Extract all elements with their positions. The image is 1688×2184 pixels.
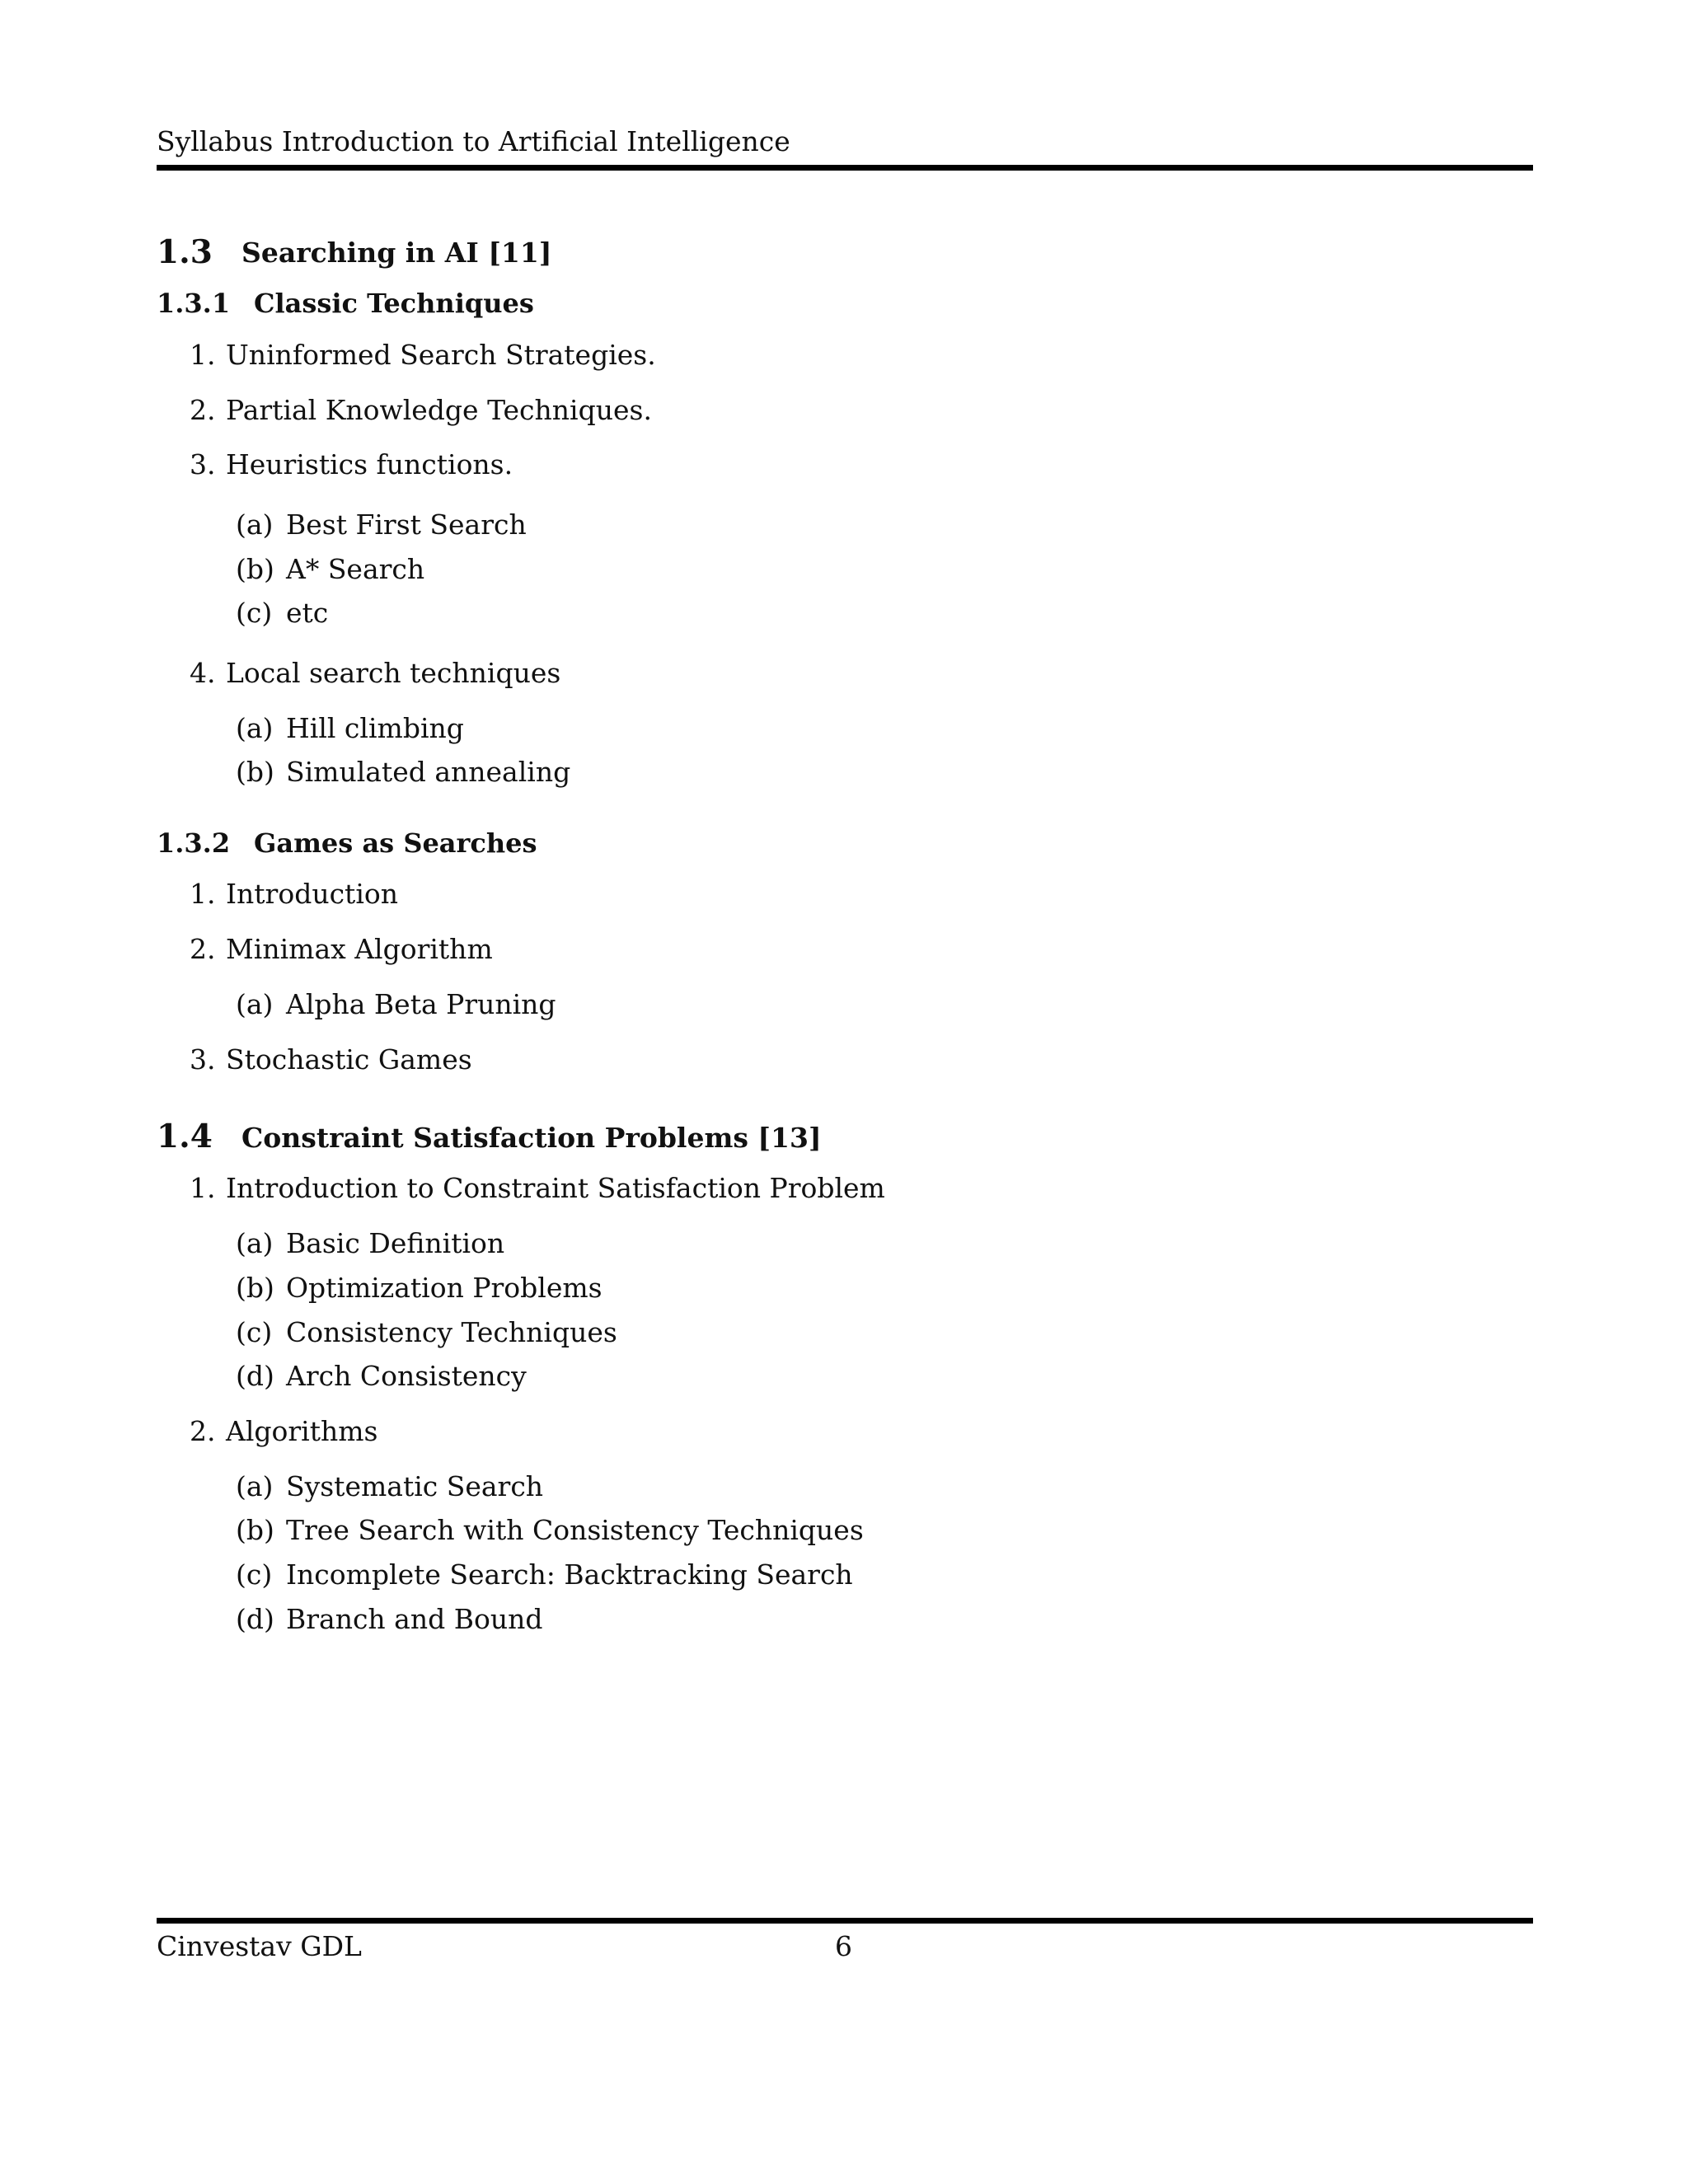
sublist-marker: (d) bbox=[236, 1603, 274, 1635]
sublist-marker: (c) bbox=[236, 597, 273, 629]
list-marker: 1. bbox=[190, 1172, 216, 1204]
sublist-marker: (a) bbox=[236, 1227, 274, 1259]
sublist-marker: (b) bbox=[236, 1514, 274, 1546]
sublist-item-text: Arch Consistency bbox=[286, 1360, 527, 1392]
list-item-text: Introduction bbox=[226, 878, 398, 910]
footer-rule bbox=[157, 1918, 1533, 1924]
list-marker: 2. bbox=[190, 394, 216, 426]
section-number: 1.4 bbox=[157, 1118, 213, 1155]
list-item-text: Stochastic Games bbox=[226, 1043, 472, 1076]
sublist-marker: (a) bbox=[236, 712, 274, 744]
section-title: Constraint Satisfaction Problems [13] bbox=[241, 1122, 822, 1154]
section-number: 1.3 bbox=[157, 233, 213, 271]
subsection-title: Classic Techniques bbox=[254, 288, 534, 319]
sublist-item-text: Alpha Beta Pruning bbox=[286, 988, 556, 1020]
sublist-item-text: Incomplete Search: Backtracking Search bbox=[286, 1558, 853, 1591]
list-item-text: Algorithms bbox=[226, 1415, 378, 1447]
list-item-text: Uninformed Search Strategies. bbox=[226, 339, 656, 371]
sublist-marker: (b) bbox=[236, 553, 274, 585]
sublist-item-text: Hill climbing bbox=[286, 712, 464, 744]
sublist-item-text: Consistency Techniques bbox=[286, 1316, 617, 1348]
list-item-text: Heuristics functions. bbox=[226, 448, 513, 480]
sublist-marker: (c) bbox=[236, 1316, 273, 1348]
sublist-marker: (a) bbox=[236, 988, 274, 1020]
sublist-marker: (b) bbox=[236, 1272, 274, 1304]
list-item-text: Minimax Algorithm bbox=[226, 933, 493, 965]
sublist-item-text: etc bbox=[286, 597, 329, 629]
list-marker: 4. bbox=[190, 657, 216, 689]
sublist-marker: (d) bbox=[236, 1360, 274, 1392]
subsection-number: 1.3.1 bbox=[157, 288, 231, 319]
sublist-marker: (b) bbox=[236, 756, 274, 788]
page-number: 6 bbox=[835, 1930, 852, 1962]
list-marker: 3. bbox=[190, 448, 216, 480]
list-marker: 2. bbox=[190, 1415, 216, 1447]
subsection-title: Games as Searches bbox=[254, 827, 537, 859]
section-title: Searching in AI [11] bbox=[241, 237, 552, 269]
sublist-item-text: Basic Definition bbox=[286, 1227, 505, 1259]
footer-institution: Cinvestav GDL bbox=[157, 1930, 362, 1962]
list-item-text: Partial Knowledge Techniques. bbox=[226, 394, 652, 426]
list-marker: 1. bbox=[190, 339, 216, 371]
sublist-marker: (a) bbox=[236, 509, 274, 541]
sublist-marker: (a) bbox=[236, 1470, 274, 1502]
sublist-item-text: Optimization Problems bbox=[286, 1272, 603, 1304]
header-rule bbox=[157, 165, 1533, 171]
list-marker: 1. bbox=[190, 878, 216, 910]
subsection-number: 1.3.2 bbox=[157, 827, 231, 859]
sublist-item-text: Branch and Bound bbox=[286, 1603, 543, 1635]
sublist-item-text: A* Search bbox=[286, 553, 425, 585]
sublist-item-text: Tree Search with Consistency Techniques bbox=[286, 1514, 864, 1546]
sublist-marker: (c) bbox=[236, 1558, 273, 1591]
sublist-item-text: Best First Search bbox=[286, 509, 527, 541]
sublist-item-text: Systematic Search bbox=[286, 1470, 544, 1502]
list-item-text: Local search techniques bbox=[226, 657, 561, 689]
list-marker: 3. bbox=[190, 1043, 216, 1076]
list-item-text: Introduction to Constraint Satisfaction Problem bbox=[226, 1172, 885, 1204]
header-title: Syllabus Introduction to Artificial Intelligence bbox=[157, 125, 790, 157]
sublist-item-text: Simulated annealing bbox=[286, 756, 571, 788]
list-marker: 2. bbox=[190, 933, 216, 965]
